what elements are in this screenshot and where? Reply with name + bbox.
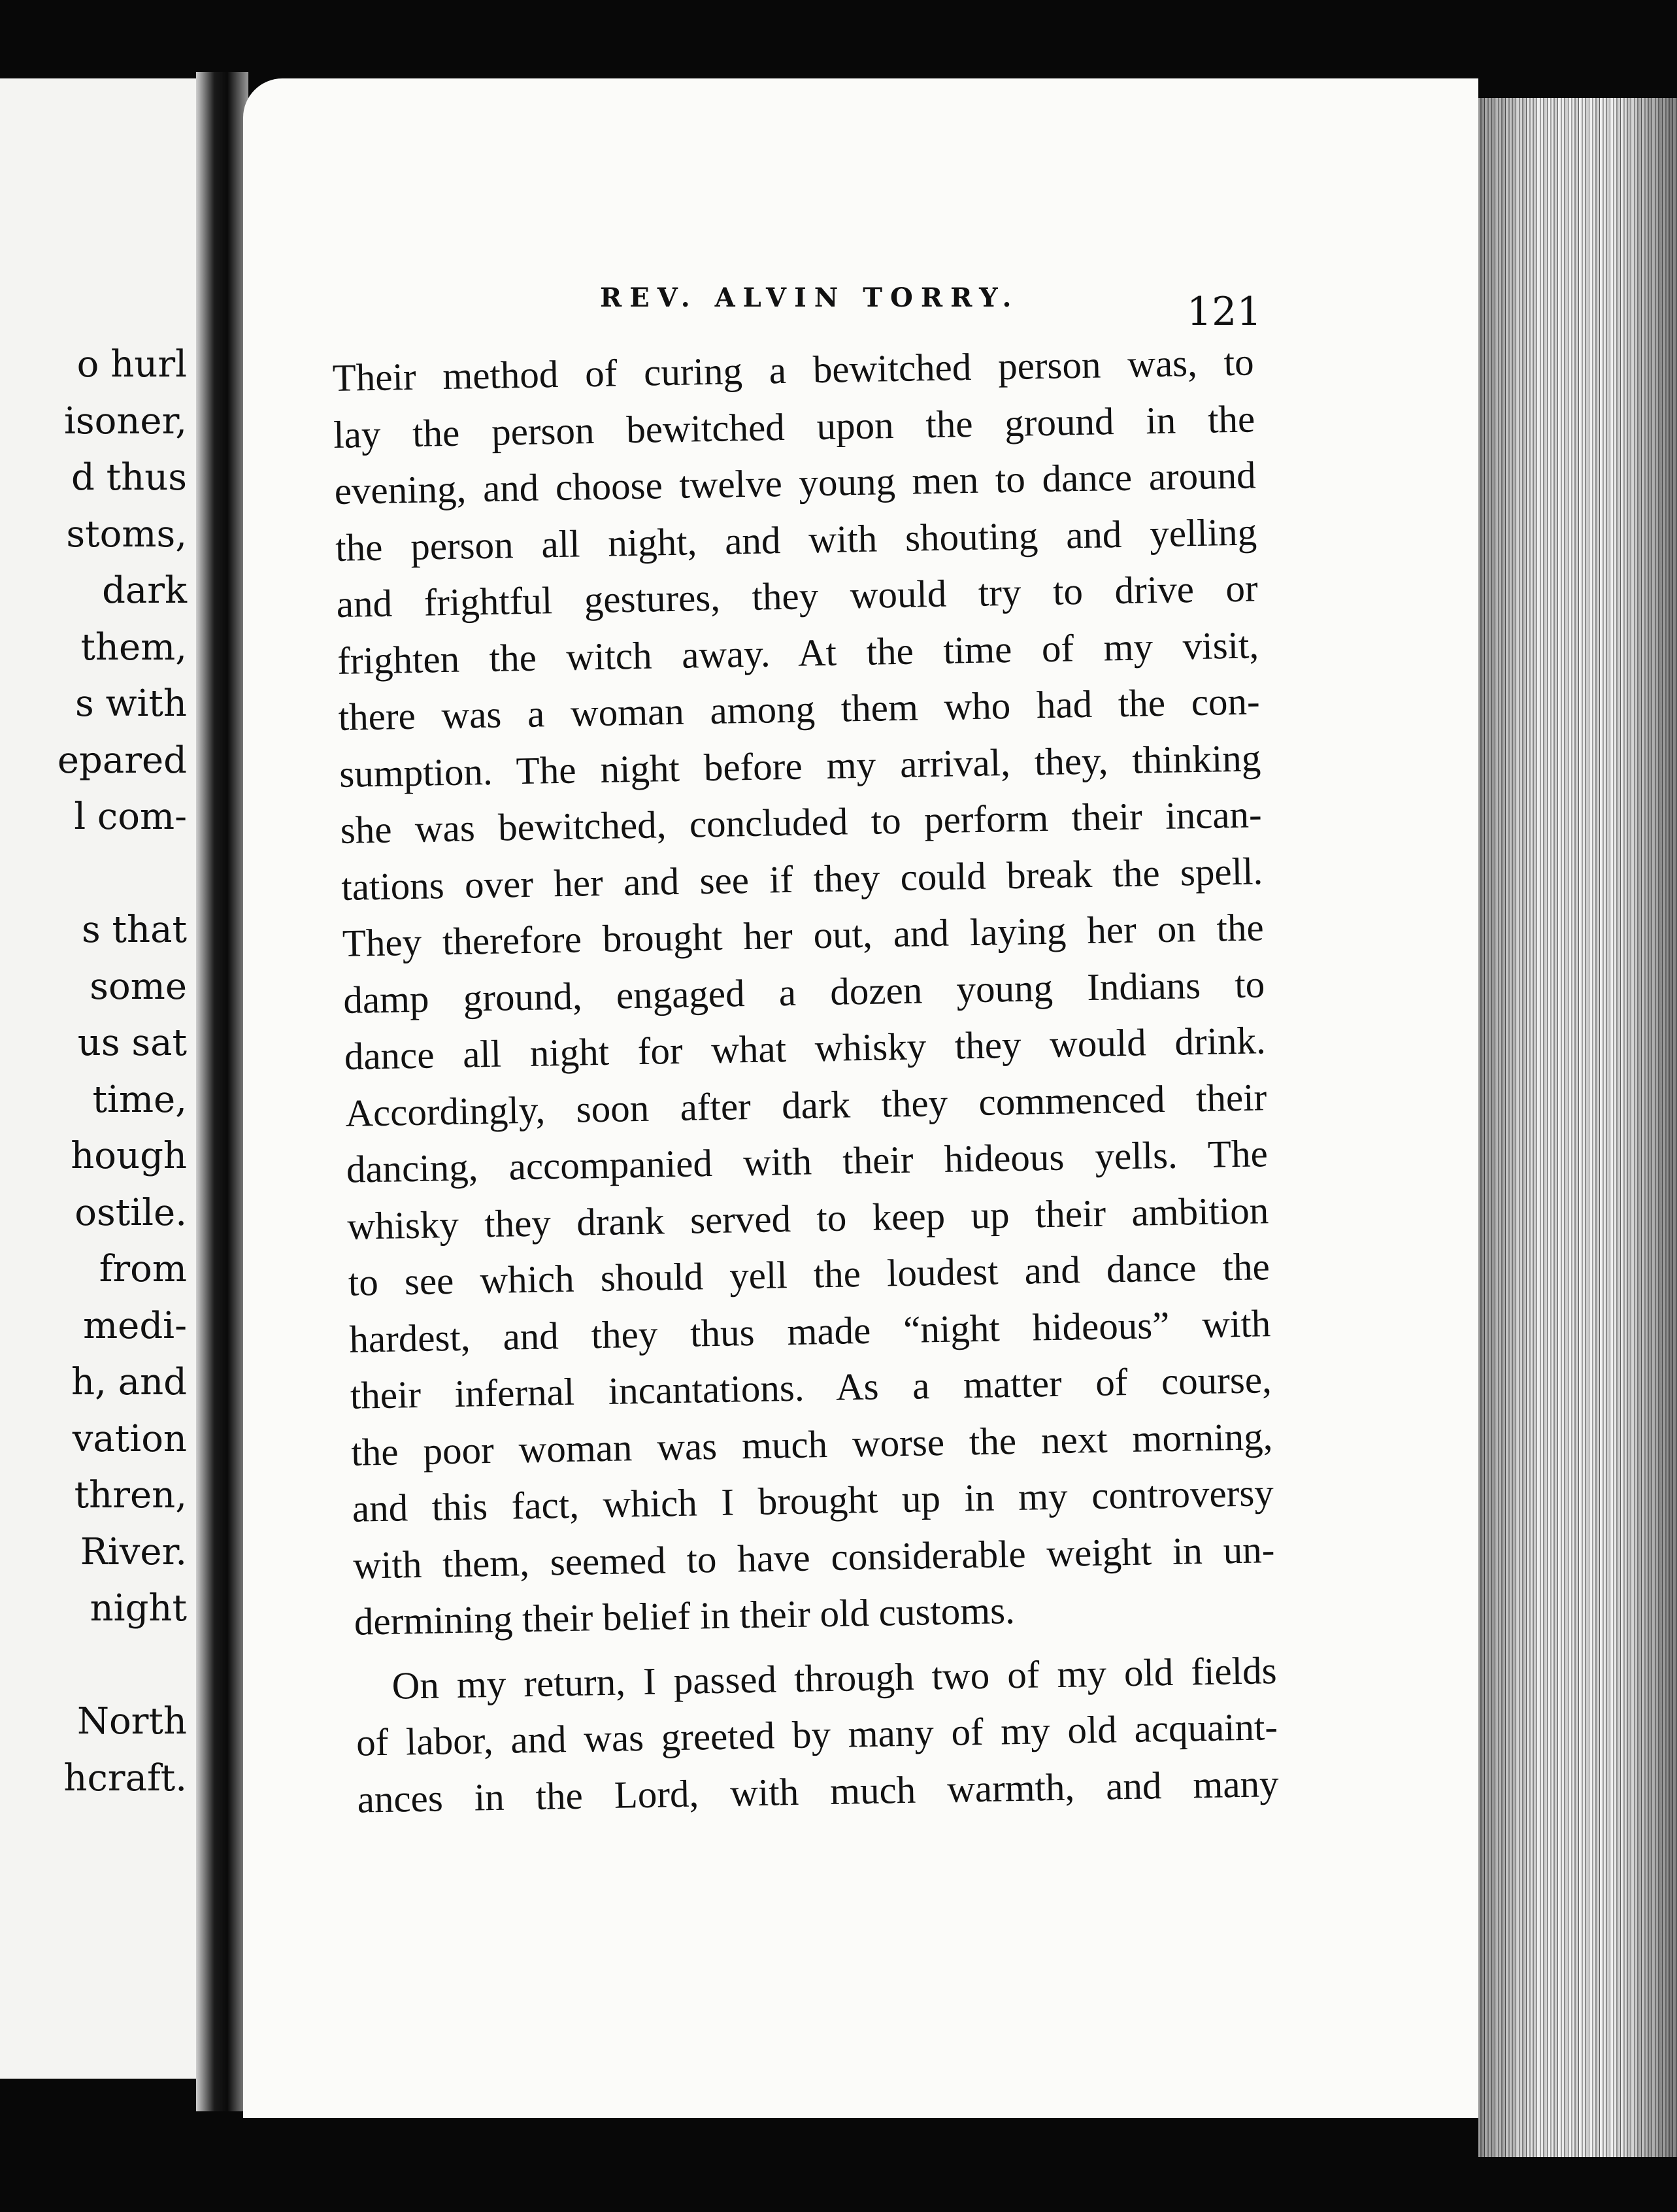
page-number: 121: [1187, 289, 1262, 335]
text-line: evening, and choose twelve young men to dance around: [334, 453, 1257, 512]
text-line: frighten the witch away. At the time of my visit,: [337, 622, 1259, 682]
text-line: dance all night for what whisky they would drink.: [344, 1018, 1267, 1078]
text-line: there was a woman among them who had the con-: [338, 679, 1261, 739]
left-page-line: s that: [82, 909, 187, 951]
left-page-line: ostile.: [75, 1192, 187, 1234]
text-line: damp ground, engaged a dozen young Indians to: [342, 962, 1265, 1022]
text-line: whisky they drank served to keep up their ambition: [346, 1188, 1269, 1248]
left-page-line: epared: [57, 739, 187, 782]
left-page-line: vation: [72, 1418, 187, 1460]
page-block-shadow: [1478, 98, 1677, 2157]
text-line: On my return, I passed through two of my old fields: [391, 1648, 1278, 1707]
left-page-line: thren,: [74, 1474, 187, 1517]
left-page-line: d thus: [71, 456, 187, 499]
left-page-line: l com-: [74, 796, 187, 838]
text-line: ances in the Lord, with much warmth, and many: [357, 1761, 1280, 1821]
text-line: to see which should yell the loudest and dance the: [348, 1245, 1270, 1304]
left-page-line: North: [76, 1700, 187, 1743]
text-line: and this fact, which I brought up in my controversy: [352, 1471, 1274, 1530]
left-page-line: medi-: [83, 1305, 187, 1347]
text-line: the person all night, and with shouting and yelling: [335, 509, 1257, 569]
text-line: hardest, and they thus made “night hideous” with: [348, 1301, 1271, 1361]
left-page-line: h, and: [71, 1361, 187, 1403]
left-page-line: hough: [71, 1135, 187, 1177]
left-page-line: them,: [80, 626, 187, 669]
left-page-line: isoner,: [64, 400, 187, 443]
text-line: sumption. The night before my arrival, they, thinking: [339, 735, 1261, 796]
text-line: dancing, accompanied with their hideous yells. The: [346, 1131, 1269, 1191]
left-page-line: time,: [92, 1079, 187, 1121]
running-head: REV. ALVIN TORRY.: [600, 282, 1020, 313]
text-line: the poor woman was much worse the next morning,: [350, 1414, 1273, 1474]
text-line: They therefore brought her out, and laying her on the: [342, 905, 1265, 965]
text-line: lay the person bewitched upon the ground in the: [333, 396, 1255, 456]
text-line: their infernal incantations. As a matter of course,: [350, 1358, 1272, 1417]
body-text: [332, 333, 1279, 1827]
left-page-line: some: [90, 965, 187, 1008]
text-line: tations over her and see if they could break the spell.: [340, 848, 1263, 909]
text-line: and frightful gestures, they would try to drive or: [336, 566, 1259, 626]
text-line: of labor, and was greeted by many of my old acquaint-: [356, 1705, 1278, 1764]
left-page-line: s with: [75, 682, 187, 725]
left-page-line: us sat: [77, 1022, 187, 1064]
left-page-line: night: [90, 1587, 187, 1630]
text-line: Accordingly, soon after dark they commenced their: [344, 1075, 1267, 1135]
left-page-line: River.: [80, 1531, 187, 1573]
left-page-line: stoms,: [66, 513, 187, 556]
left-page-line: dark: [102, 569, 187, 612]
text-line: she was bewitched, concluded to perform their incan-: [340, 792, 1263, 852]
text-line: dermining their belief in their old customs.: [354, 1588, 1016, 1643]
previous-page-fragment: [0, 78, 198, 2079]
left-page-line: from: [99, 1248, 187, 1290]
book-gutter: [196, 72, 248, 2111]
text-line: Their method of curing a bewitched person was, to: [332, 340, 1255, 399]
text-line: with them, seemed to have considerable weight in un-: [352, 1527, 1275, 1587]
left-page-line: hcraft.: [63, 1757, 187, 1800]
left-page-line: o hurl: [76, 343, 187, 386]
